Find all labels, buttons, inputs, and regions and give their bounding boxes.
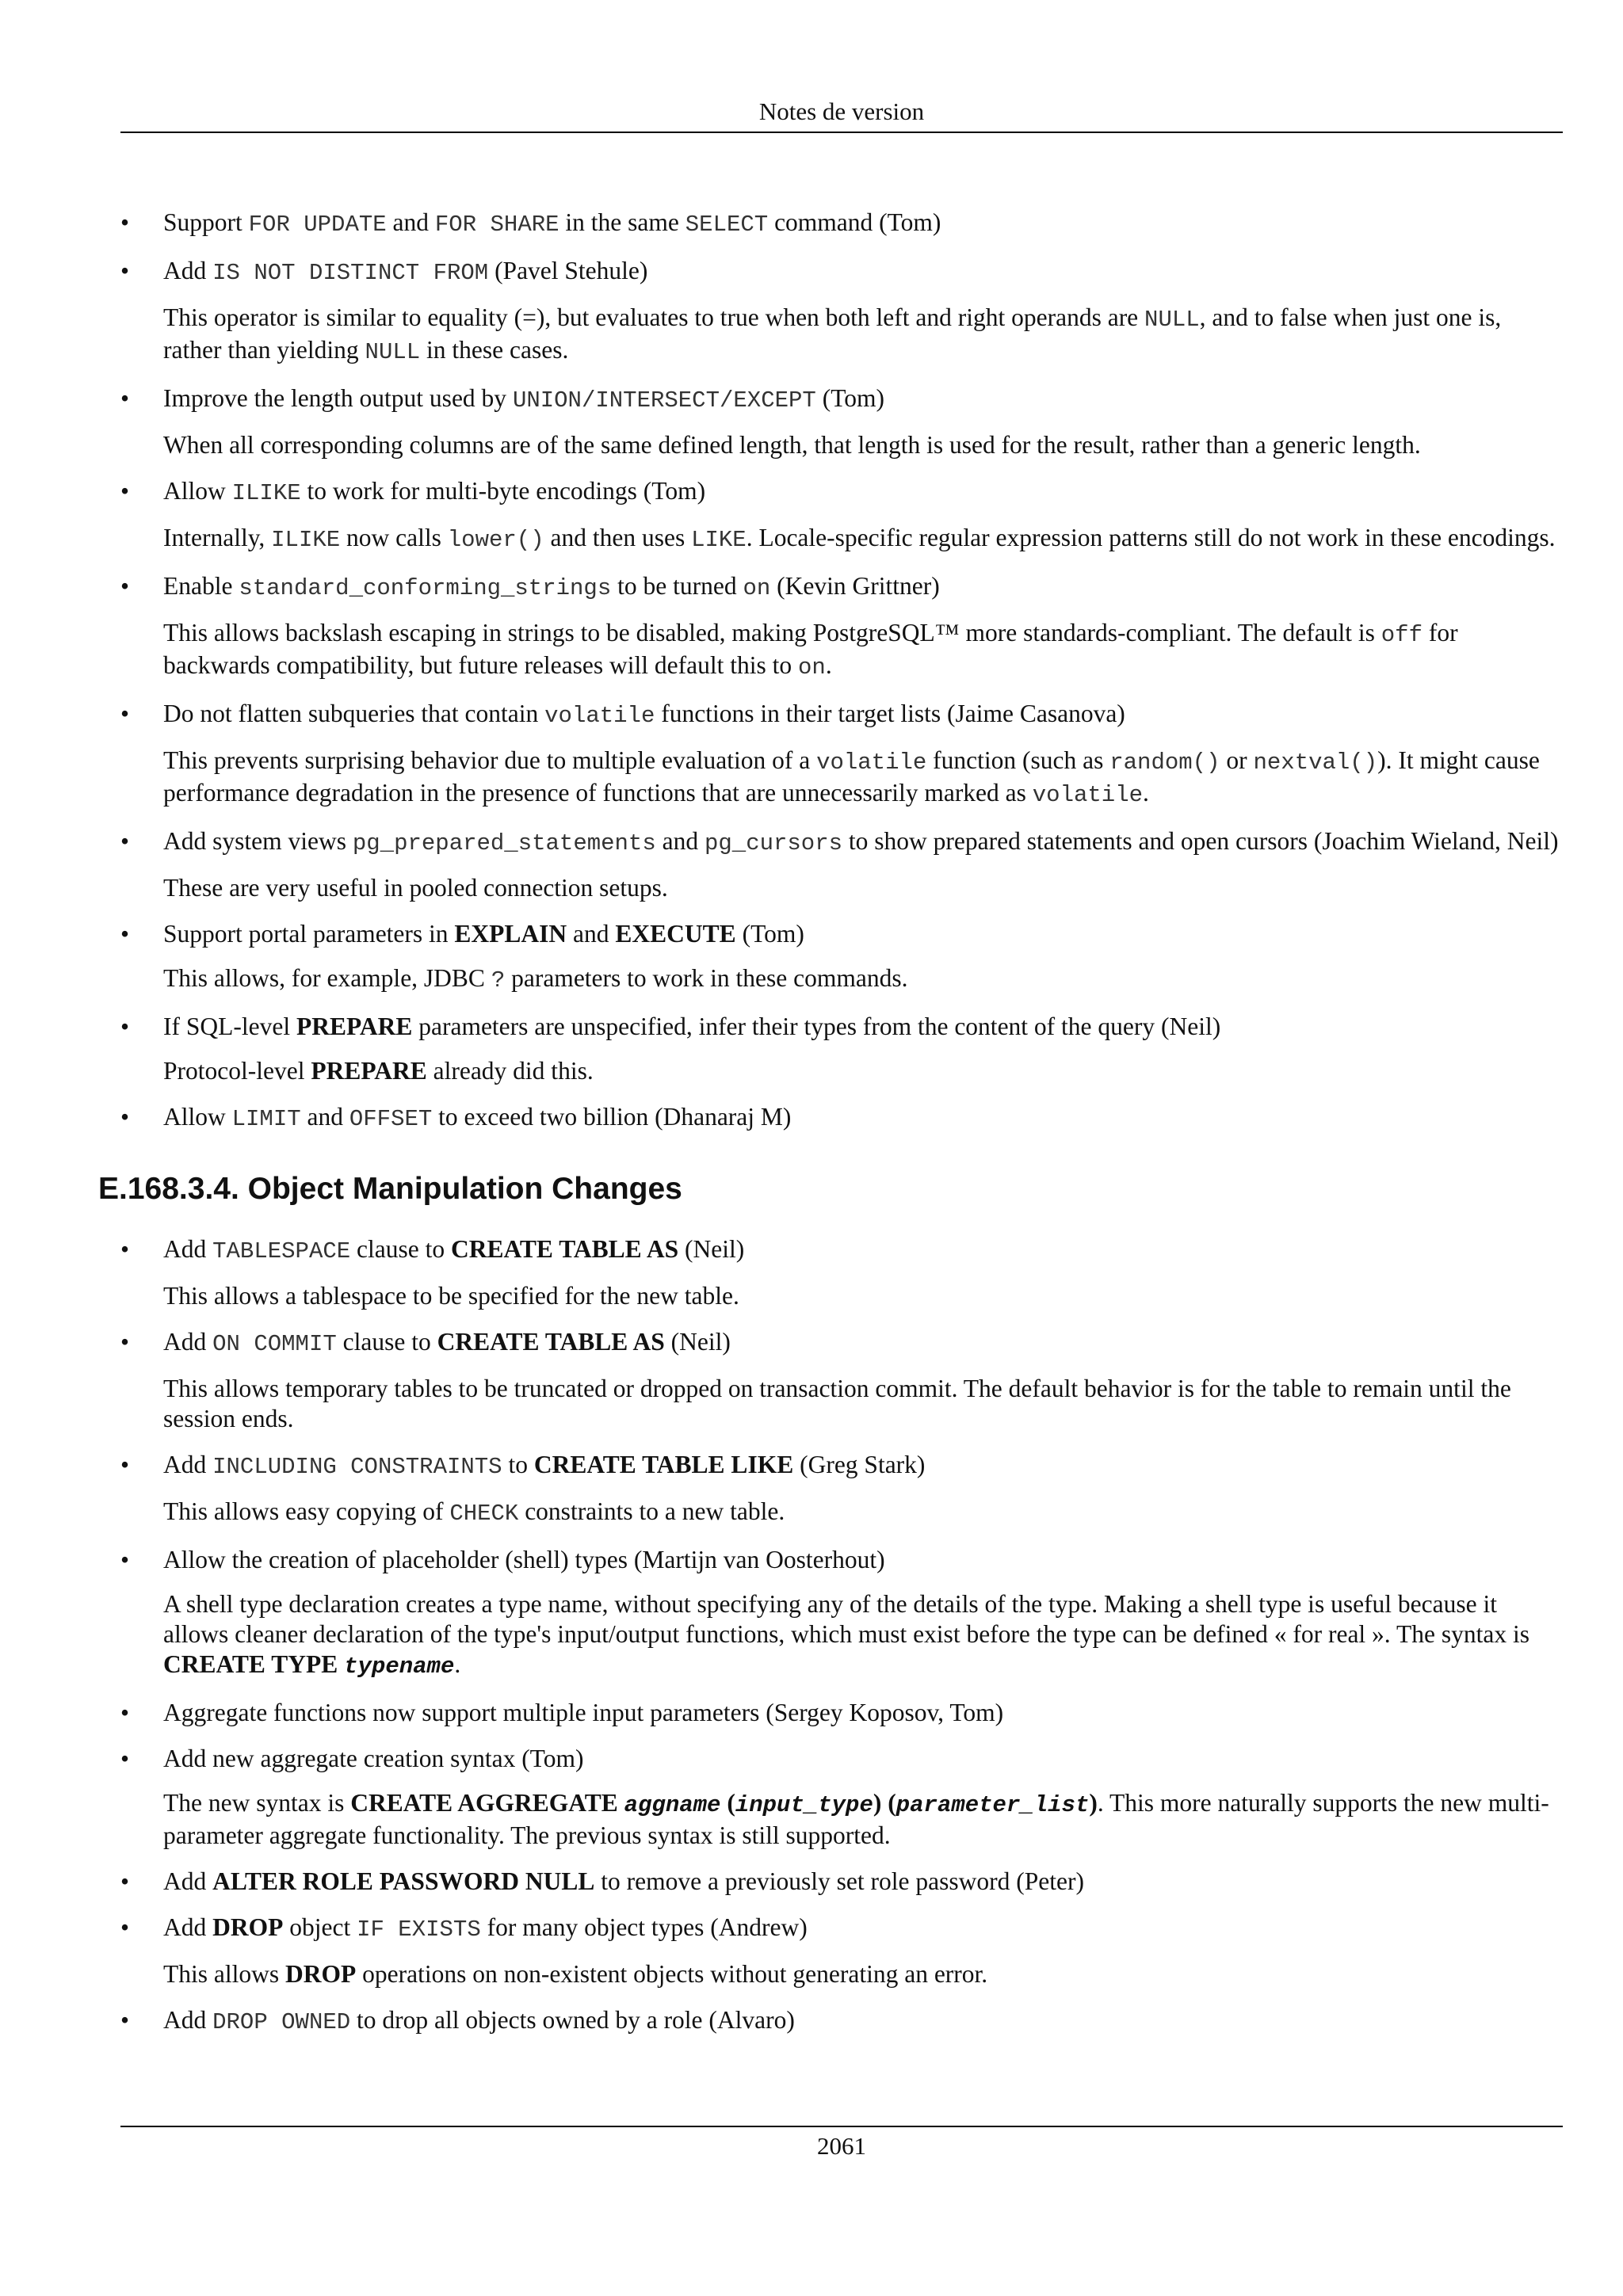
list-item: • Support portal parameters in EXPLAIN and EXECUTE (Tom) [120, 920, 804, 948]
bullet-icon: • [120, 1451, 130, 1478]
bullet-icon: • [120, 1745, 130, 1772]
item-note: This allows temporary tables to be truncated or dropped on transaction commit. The default behavior is for the table to remain until the session ends. [163, 1375, 1511, 1432]
item-note: The new syntax is CREATE AGGREGATE aggname (input_type) (parameter_list). This more naturally supports the new multi-parameter aggregate functionality. The previous syntax is still supported. [163, 1789, 1549, 1849]
list-item: • Do not flatten subqueries that contain volatile functions in their target lists (Jaime Casanova) [120, 700, 1125, 729]
bullet-icon: • [120, 1867, 130, 1895]
bullet-icon: • [120, 1235, 130, 1263]
bullet-icon: • [120, 1913, 130, 1941]
item-note: When all corresponding columns are of the same defined length, that length is used for the result, rather than a generic length. [163, 431, 1421, 459]
bullet-icon: • [120, 1328, 130, 1356]
list-item: • Add DROP object IF EXISTS for many object types (Andrew) [120, 1913, 808, 1943]
bullet-icon: • [120, 257, 130, 284]
list-item: • Add system views pg_prepared_statements and pg_cursors to show prepared statements and open cursors (Joachim Wieland, Neil) [120, 827, 1559, 856]
list-item: • Allow ILIKE to work for multi-byte encodings (Tom) [120, 477, 706, 506]
list-item: • Improve the length output used by UNION/INTERSECT/EXCEPT (Tom) [120, 384, 884, 414]
bullet-icon: • [120, 1546, 130, 1573]
bullet-icon: • [120, 477, 130, 505]
bullet-icon: • [120, 384, 130, 412]
list-item: • Add TABLESPACE clause to CREATE TABLE AS (Neil) [120, 1235, 745, 1264]
list-item: • Add ALTER ROLE PASSWORD NULL to remove a previously set role password (Peter) [120, 1867, 1084, 1895]
page-number: 2061 [120, 2126, 1563, 2164]
bullet-icon: • [120, 827, 130, 855]
item-note: Internally, ILIKE now calls lower() and then uses LIKE. Locale-specific regular expression patterns still do not work in these encodings. [163, 524, 1556, 553]
bullet-icon: • [120, 1013, 130, 1040]
bullet-icon: • [120, 920, 130, 948]
list-item: • Add IS NOT DISTINCT FROM (Pavel Stehule) [120, 257, 648, 286]
item-note: This prevents surprising behavior due to multiple evaluation of a volatile function (such as random() or nextval()). It might cause performance degradation in the presence of functions that are unnecessarily marked as volatile. [163, 746, 1540, 808]
bullet-icon: • [120, 572, 130, 600]
list-item: • Add INCLUDING CONSTRAINTS to CREATE TABLE LIKE (Greg Stark) [120, 1451, 926, 1480]
list-item: • Allow the creation of placeholder (shell) types (Martijn van Oosterhout) [120, 1546, 885, 1573]
bullet-icon: • [120, 2006, 130, 2034]
list-item: • Allow LIMIT and OFFSET to exceed two billion (Dhanaraj M) [120, 1103, 792, 1132]
item-note: This allows DROP operations on non-existent objects without generating an error. [163, 1960, 988, 1988]
item-note: This allows, for example, JDBC ? parameters to work in these commands. [163, 964, 908, 994]
list-item: • Support FOR UPDATE and FOR SHARE in the same SELECT command (Tom) [120, 208, 941, 238]
list-item: • Aggregate functions now support multiple input parameters (Sergey Koposov, Tom) [120, 1699, 1004, 1726]
list-item: • Add ON COMMIT clause to CREATE TABLE AS (Neil) [120, 1328, 731, 1357]
item-note: This operator is similar to equality (=), but evaluates to true when both left and right operands are NULL, and to false when just one is, rather than yielding NULL in these cases. [163, 303, 1502, 365]
item-note: A shell type declaration creates a type name, without specifying any of the details of the type. Making a shell type is useful because it allows cleaner declaration of the type's input/output functions, which must exist before the type can be defined « for real ». The syntax is CREATE TYPE typename. [163, 1590, 1529, 1680]
item-note: This allows a tablespace to be specified for the new table. [163, 1282, 739, 1310]
item-note: Protocol-level PREPARE already did this. [163, 1057, 594, 1085]
bullet-icon: • [120, 700, 130, 727]
list-item: • Add new aggregate creation syntax (Tom) [120, 1745, 584, 1772]
running-header: Notes de version [120, 92, 1563, 133]
list-item: • Add DROP OWNED to drop all objects owned by a role (Alvaro) [120, 2006, 795, 2035]
item-note: This allows easy copying of CHECK constraints to a new table. [163, 1497, 785, 1527]
list-item: • Enable standard_conforming_strings to be turned on (Kevin Grittner) [120, 572, 940, 601]
bullet-icon: • [120, 208, 130, 236]
list-item: • If SQL-level PREPARE parameters are unspecified, infer their types from the content of the query (Neil) [120, 1013, 1221, 1040]
page-content [98, 208, 1563, 2054]
section-heading: E.168.3.4. Object Manipulation Changes [98, 1172, 682, 1206]
bullet-icon: • [120, 1699, 130, 1726]
item-note: These are very useful in pooled connection setups. [163, 874, 668, 902]
item-note: This allows backslash escaping in strings to be disabled, making PostgreSQL™ more standards-compliant. The default is off for backwards compatibility, but future releases will default this to on. [163, 619, 1458, 681]
bullet-icon: • [120, 1103, 130, 1131]
